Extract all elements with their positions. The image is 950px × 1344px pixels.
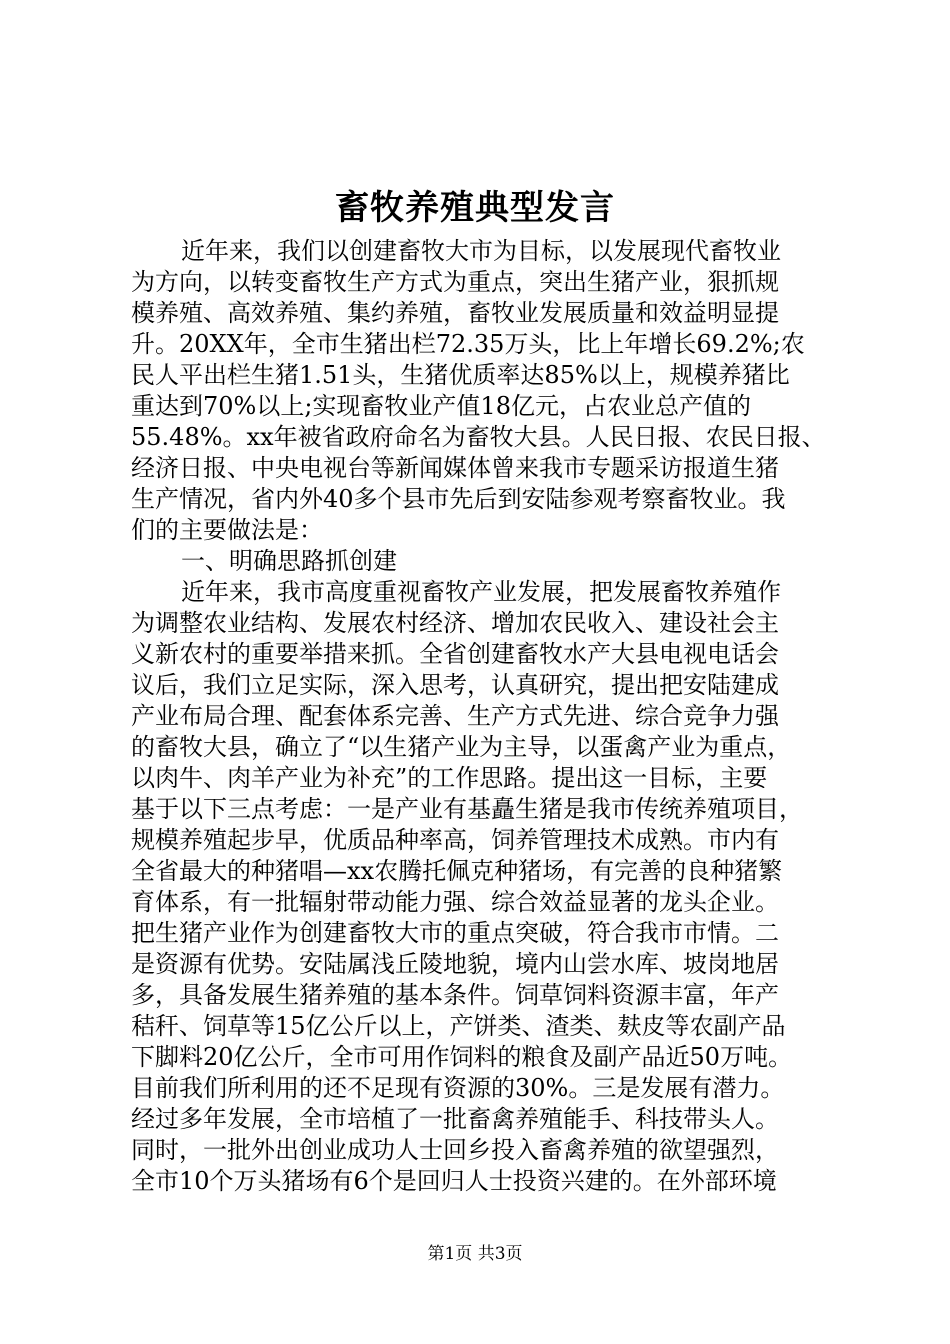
text-line: 产业布局合理、配套体系完善、生产方式先进、综合竞争力强: [131, 702, 779, 730]
text-line: 55.48%。xx年被省政府命名为畜牧大县。人民日报、农民日报、: [131, 423, 826, 451]
text-line: 秸秆、饲草等15亿公斤以上，产饼类、渣类、麸皮等农副产品: [131, 1012, 786, 1040]
text-line: 生产情况，省内外40多个县市先后到安陆参观考察畜牧业。我: [131, 485, 786, 513]
text-line: 模养殖、高效养殖、集约养殖，畜牧业发展质量和效益明显提: [131, 299, 779, 327]
text-line: 多，具备发展生猪养殖的基本条件。饲草饲料资源丰富，年产: [131, 981, 779, 1009]
text-line: 规模养殖起步早，优质品种率高，饲养管理技术成熟。市内有: [131, 826, 779, 854]
text-line: 重达到70%以上;实现畜牧业产值18亿元，占农业总产值的: [131, 392, 751, 420]
text-line: 升。20XX年，全市生猪出栏72.35万头，比上年增长69.2%;农: [131, 330, 805, 358]
text-line: 把生猪产业作为创建畜牧大市的重点突破，符合我市市情。二: [131, 919, 779, 947]
text-line: 为方向，以转变畜牧生产方式为重点，突出生猪产业，狠抓规: [131, 268, 779, 296]
text-line: 为调整农业结构、发展农村经济、增加农民收入、建设社会主: [131, 609, 779, 637]
section-heading: 一、明确思路抓创建: [181, 547, 397, 575]
text-line: 基于以下三点考虑：一是产业有基矗生猪是我市传统养殖项目，: [131, 795, 803, 823]
text-line: 全省最大的种猪唱—xx农腾托佩克种猪场，有完善的良种猪繁: [131, 857, 783, 885]
document-title: 畜牧养殖典型发言: [335, 188, 615, 228]
text-line: 近年来，我们以创建畜牧大市为目标，以发展现代畜牧业: [181, 237, 781, 265]
text-line: 义新农村的重要举措来抓。全省创建畜牧水产大县电视电话会: [131, 640, 779, 668]
text-line: 近年来，我市高度重视畜牧产业发展，把发展畜牧养殖作: [181, 578, 781, 606]
text-line: 们的主要做法是：: [131, 516, 323, 544]
text-line: 经过多年发展，全市培植了一批畜禽养殖能手、科技带头人。: [131, 1105, 779, 1133]
text-line: 经济日报、中央电视台等新闻媒体曾来我市专题采访报道生猪: [131, 454, 779, 482]
text-line: 民人平出栏生猪1.51头，生猪优质率达85%以上，规模养猪比: [131, 361, 790, 389]
text-line: 同时，一批外出创业成功人士回乡投入畜禽养殖的欲望强烈，: [131, 1136, 779, 1164]
text-line: 议后，我们立足实际，深入思考，认真研究，提出把安陆建成: [131, 671, 779, 699]
document-body: [131, 236, 831, 1197]
text-line: 育体系，有一批辐射带动能力强、综合效益显著的龙头企业。: [131, 888, 779, 916]
page-number: 第1页 共3页: [427, 1244, 523, 1264]
text-line: 的畜牧大县，确立了“以生猪产业为主导，以蛋禽产业为重点，: [131, 733, 792, 761]
text-line: 是资源有优势。安陆属浅丘陵地貌，境内山尝水库、坡岗地居: [131, 950, 779, 978]
text-line: 全市10个万头猪场有6个是回归人士投资兴建的。在外部环境: [131, 1167, 777, 1195]
text-line: 下脚料20亿公斤，全市可用作饲料的粮食及副产品近50万吨。: [131, 1043, 793, 1071]
text-line: 以肉牛、肉羊产业为补充”的工作思路。提出这一目标，主要: [131, 764, 768, 792]
text-line: 目前我们所利用的还不足现有资源的30%。三是发展有潜力。: [131, 1074, 785, 1102]
